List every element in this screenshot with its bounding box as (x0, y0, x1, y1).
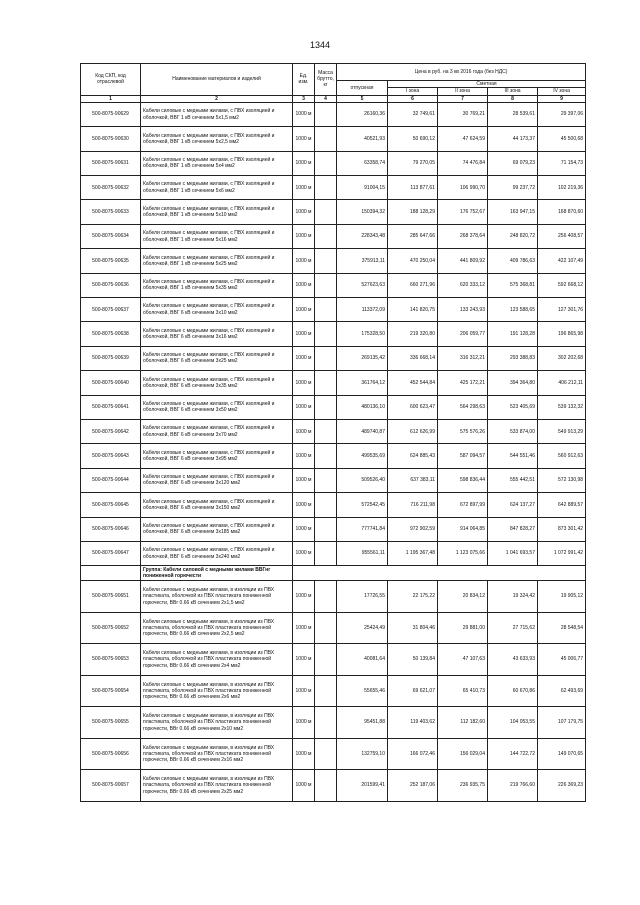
row-release: 375913,11 (337, 249, 388, 273)
row-mass (315, 395, 337, 419)
table-row (81, 298, 586, 322)
header-estimate: Сметная (388, 81, 586, 88)
column-number: 1 (81, 95, 141, 102)
row-release: 499535,69 (337, 444, 388, 468)
table-row (81, 675, 586, 707)
table-row (81, 224, 586, 248)
row-zone-1: 69 621,07 (388, 675, 438, 707)
row-mass (315, 675, 337, 707)
table-row (81, 541, 586, 565)
row-zone-1: 972 902,59 (388, 517, 438, 541)
row-mass (315, 249, 337, 273)
row-zone-4: 19 905,12 (538, 581, 586, 613)
table-header (81, 64, 586, 103)
row-zone-3: 104 053,55 (488, 707, 538, 739)
table-row (81, 273, 586, 297)
row-zone-3: 847 828,27 (488, 517, 538, 541)
table-row (81, 249, 586, 273)
row-zone-1: 141 820,75 (388, 298, 438, 322)
group-label: Группа: Кабели силовой с медными жилами ВВГнг пониженной горючести (141, 566, 293, 581)
row-mass (315, 444, 337, 468)
header-name: Наименование материалов и изделий (141, 64, 293, 96)
row-zone-2: 236 935,75 (438, 770, 488, 802)
row-code: 500-8075-90652 (81, 612, 141, 644)
row-zone-3: 624 137,27 (488, 493, 538, 517)
header-price-title: Цена в руб. на 3 кв 2016 года (без НДС) (337, 64, 586, 81)
row-zone-1: 252 187,06 (388, 770, 438, 802)
row-zone-1: 336 668,14 (388, 346, 438, 370)
row-zone-4: 196 865,98 (538, 322, 586, 346)
table-row (81, 468, 586, 492)
row-name: Кабели силовые с медными жилами, в изоляции из ПВХ пластиката, оболочкой из ПВХ пластиката пониженной горючести, ВВг 0.66 кВ сечением 2х16 мм2 (141, 738, 293, 770)
row-code: 500-8075-90642 (81, 419, 141, 443)
row-zone-4: 127 301,76 (538, 298, 586, 322)
row-zone-3: 28 539,61 (488, 102, 538, 126)
row-name: Кабели силовые с медными жилами, с ПВХ изоляцией и оболочкой, ВВГ 6 кВ сечением 3х120 мм2 (141, 468, 293, 492)
row-name: Кабели силовые с медными жилами, с ПВХ изоляцией и оболочкой, ВВГ 1 кВ сечением 5х10 мм2 (141, 200, 293, 224)
row-mass (315, 176, 337, 200)
row-zone-3: 523 405,69 (488, 395, 538, 419)
row-unit: 1000 м (293, 224, 315, 248)
row-release: 132759,10 (337, 738, 388, 770)
row-release: 777741,84 (337, 517, 388, 541)
row-zone-4: 226 369,23 (538, 770, 586, 802)
row-unit: 1000 м (293, 322, 315, 346)
column-number: 9 (538, 95, 586, 102)
table-row (81, 644, 586, 676)
row-release: 63358,74 (337, 151, 388, 175)
row-zone-3: 293 388,83 (488, 346, 538, 370)
row-zone-4: 539 132,32 (538, 395, 586, 419)
page-number: 1344 (309, 40, 331, 50)
row-zone-2: 575 576,26 (438, 419, 488, 443)
group-row (81, 566, 586, 581)
row-release: 113372,09 (337, 298, 388, 322)
row-zone-2: 106 990,70 (438, 176, 488, 200)
row-name: Кабели силовые с медными жилами, с ПВХ изоляцией и оболочкой, ВВГ 1 кВ сечением 5х35 мм2 (141, 273, 293, 297)
row-release: 175328,50 (337, 322, 388, 346)
row-mass (315, 770, 337, 802)
row-zone-2: 268 378,64 (438, 224, 488, 248)
row-zone-3: 163 947,15 (488, 200, 538, 224)
row-release: 26160,36 (337, 102, 388, 126)
row-zone-3: 144 722,72 (488, 738, 538, 770)
row-unit: 1000 м (293, 707, 315, 739)
row-zone-3: 248 820,72 (488, 224, 538, 248)
row-name: Кабели силовые с медными жилами, с ПВХ изоляцией и оболочкой, ВВГ 6 кВ сечением 3х35 мм2 (141, 371, 293, 395)
row-unit: 1000 м (293, 273, 315, 297)
row-unit: 1000 м (293, 371, 315, 395)
row-unit: 1000 м (293, 675, 315, 707)
row-zone-1: 50 139,84 (388, 644, 438, 676)
row-zone-3: 69 079,23 (488, 151, 538, 175)
row-zone-1: 612 626,99 (388, 419, 438, 443)
row-zone-1: 79 270,05 (388, 151, 438, 175)
row-name: Кабели силовые с медными жилами, с ПВХ изоляцией и оболочкой, ВВГ 6 кВ сечением 3х10 мм2 (141, 298, 293, 322)
row-code: 500-8075-90629 (81, 102, 141, 126)
row-zone-1: 32 749,61 (388, 102, 438, 126)
row-zone-2: 133 243,93 (438, 298, 488, 322)
row-name: Кабели силовые с медными жилами, с ПВХ изоляцией и оболочкой, ВВГ 6 кВ сечением 3х240 мм2 (141, 541, 293, 565)
row-name: Кабели силовые с медными жилами, в изоляции из ПВХ пластиката, оболочкой из ПВХ пластиката пониженной горючести, ВВг 0.66 кВ сечением 2х25 мм2 (141, 770, 293, 802)
row-zone-2: 316 312,21 (438, 346, 488, 370)
table-row (81, 322, 586, 346)
row-zone-4: 549 913,29 (538, 419, 586, 443)
table-row (81, 200, 586, 224)
row-release: 509526,40 (337, 468, 388, 492)
row-zone-3: 575 368,81 (488, 273, 538, 297)
row-release: 40081,64 (337, 644, 388, 676)
row-zone-4: 592 668,12 (538, 273, 586, 297)
header-zone-1: I зона (388, 88, 438, 95)
row-code: 500-8075-90635 (81, 249, 141, 273)
row-zone-2: 620 333,12 (438, 273, 488, 297)
row-name: Кабели силовые с медными жилами, с ПВХ изоляцией и оболочкой, ВВГ 6 кВ сечением 3х16 мм2 (141, 322, 293, 346)
row-zone-4: 45 500,68 (538, 127, 586, 151)
price-table (80, 63, 586, 802)
row-code: 500-8075-90630 (81, 127, 141, 151)
row-mass (315, 371, 337, 395)
header-zone-4: IV зона (538, 88, 586, 95)
column-number: 2 (141, 95, 293, 102)
row-zone-1: 1 195 367,48 (388, 541, 438, 565)
row-code: 500-8075-90644 (81, 468, 141, 492)
row-zone-1: 600 623,47 (388, 395, 438, 419)
table-row (81, 371, 586, 395)
row-zone-3: 394 364,80 (488, 371, 538, 395)
row-mass (315, 419, 337, 443)
row-zone-1: 285 647,66 (388, 224, 438, 248)
row-mass (315, 102, 337, 126)
row-code: 500-8075-90645 (81, 493, 141, 517)
row-mass (315, 298, 337, 322)
row-zone-4: 62 493,69 (538, 675, 586, 707)
row-code: 500-8075-90633 (81, 200, 141, 224)
row-name: Кабели силовые с медными жилами, в изоляции из ПВХ пластиката, оболочкой из ПВХ пластиката пониженной горючести, ВВг 0.66 кВ сечением 2х10 мм2 (141, 707, 293, 739)
row-name: Кабели силовые с медными жилами, с ПВХ изоляцией и оболочкой, ВВГ 6 кВ сечением 3х70 мм2 (141, 419, 293, 443)
row-unit: 1000 м (293, 151, 315, 175)
row-zone-4: 873 301,42 (538, 517, 586, 541)
row-zone-1: 22 175,22 (388, 581, 438, 613)
row-zone-4: 45 006,77 (538, 644, 586, 676)
row-name: Кабели силовые с медными жилами, в изоляции из ПВХ пластиката, оболочкой из ПВХ пластиката пониженной горючести, ВВг 0.66 кВ сечением 2х1,5 мм2 (141, 581, 293, 613)
table-row (81, 517, 586, 541)
row-name: Кабели силовые с медными жилами, в изоляции из ПВХ пластиката, оболочкой из ПВХ пластиката пониженной горючести, ВВг 0.66 кВ сечением 2х4 мм2 (141, 644, 293, 676)
row-name: Кабели силовые с медными жилами, в изоляции из ПВХ пластиката, оболочкой из ПВХ пластиката пониженной горючести, ВВг 0.66 кВ сечением 2х6 мм2 (141, 675, 293, 707)
row-zone-2: 112 182,60 (438, 707, 488, 739)
row-release: 572542,45 (337, 493, 388, 517)
row-unit: 1000 м (293, 770, 315, 802)
table-row (81, 395, 586, 419)
row-zone-4: 1 072 991,42 (538, 541, 586, 565)
row-zone-3: 533 874,00 (488, 419, 538, 443)
row-release: 489740,87 (337, 419, 388, 443)
row-zone-2: 176 752,67 (438, 200, 488, 224)
row-release: 91004,15 (337, 176, 388, 200)
table-row (81, 151, 586, 175)
row-release: 201599,41 (337, 770, 388, 802)
row-mass (315, 612, 337, 644)
row-mass (315, 468, 337, 492)
row-mass (315, 644, 337, 676)
row-zone-3: 60 670,86 (488, 675, 538, 707)
row-zone-1: 470 250,04 (388, 249, 438, 273)
row-release: 480136,10 (337, 395, 388, 419)
row-mass (315, 224, 337, 248)
row-zone-1: 219 320,80 (388, 322, 438, 346)
row-mass (315, 346, 337, 370)
row-zone-3: 27 715,62 (488, 612, 538, 644)
table-row (81, 176, 586, 200)
row-zone-4: 29 397,06 (538, 102, 586, 126)
row-zone-2: 20 834,12 (438, 581, 488, 613)
row-zone-4: 560 912,63 (538, 444, 586, 468)
row-release: 527623,63 (337, 273, 388, 297)
row-code: 500-8075-90634 (81, 224, 141, 248)
row-zone-4: 71 154,73 (538, 151, 586, 175)
table-row (81, 102, 586, 126)
row-name: Кабели силовые с медными жилами, с ПВХ изоляцией и оболочкой, ВВГ 6 кВ сечением 3х185 мм2 (141, 517, 293, 541)
row-zone-3: 44 173,37 (488, 127, 538, 151)
row-unit: 1000 м (293, 176, 315, 200)
row-zone-1: 188 128,29 (388, 200, 438, 224)
row-name: Кабели силовые с медными жилами, с ПВХ изоляцией и оболочкой, ВВГ 1 кВ сечением 5х25 мм2 (141, 249, 293, 273)
header-zone-3: III зона (488, 88, 538, 95)
row-unit: 1000 м (293, 644, 315, 676)
column-number: 4 (315, 95, 337, 102)
row-zone-1: 637 383,11 (388, 468, 438, 492)
row-zone-2: 47 107,63 (438, 644, 488, 676)
row-zone-4: 642 889,57 (538, 493, 586, 517)
row-name: Кабели силовые с медными жилами, с ПВХ изоляцией и оболочкой, ВВГ 1 кВ сечением 5х6 мм2 (141, 176, 293, 200)
row-zone-2: 564 298,63 (438, 395, 488, 419)
row-code: 500-8075-90638 (81, 322, 141, 346)
row-unit: 1000 м (293, 738, 315, 770)
row-code: 500-8075-90637 (81, 298, 141, 322)
row-zone-2: 156 029,04 (438, 738, 488, 770)
column-number: 5 (337, 95, 388, 102)
row-name: Кабели силовые с медными жилами, с ПВХ изоляцией и оболочкой, ВВГ 1 кВ сечением 5х16 мм2 (141, 224, 293, 248)
row-name: Кабели силовые с медными жилами, с ПВХ изоляцией и оболочкой, ВВГ 1 кВ сечением 5х1,5 мм2 (141, 102, 293, 126)
row-unit: 1000 м (293, 541, 315, 565)
row-release: 228343,48 (337, 224, 388, 248)
row-zone-2: 672 897,99 (438, 493, 488, 517)
row-unit: 1000 м (293, 612, 315, 644)
row-code: 500-8075-90643 (81, 444, 141, 468)
table-row (81, 127, 586, 151)
table-row (81, 612, 586, 644)
row-zone-4: 102 219,36 (538, 176, 586, 200)
row-name: Кабели силовые с медными жилами, в изоляции из ПВХ пластиката, оболочкой из ПВХ пластиката пониженной горючести, ВВг 0.66 кВ сечением 2х2,5 мм2 (141, 612, 293, 644)
column-number: 7 (438, 95, 488, 102)
row-zone-4: 28 548,54 (538, 612, 586, 644)
column-number: 8 (488, 95, 538, 102)
group-empty-cell (293, 566, 586, 581)
row-release: 150394,32 (337, 200, 388, 224)
row-zone-1: 660 271,96 (388, 273, 438, 297)
row-mass (315, 151, 337, 175)
row-zone-3: 555 442,51 (488, 468, 538, 492)
header-release: отпускная (337, 81, 388, 96)
table-row (81, 346, 586, 370)
row-release: 361764,12 (337, 371, 388, 395)
row-name: Кабели силовые с медными жилами, с ПВХ изоляцией и оболочкой, ВВГ 6 кВ сечением 3х95 мм2 (141, 444, 293, 468)
row-release: 95451,88 (337, 707, 388, 739)
row-mass (315, 493, 337, 517)
row-name: Кабели силовые с медными жилами, с ПВХ изоляцией и оболочкой, ВВГ 1 кВ сечением 5х4 мм2 (141, 151, 293, 175)
table-row (81, 707, 586, 739)
row-zone-3: 1 041 693,57 (488, 541, 538, 565)
row-mass (315, 127, 337, 151)
row-unit: 1000 м (293, 127, 315, 151)
row-zone-2: 29 881,00 (438, 612, 488, 644)
row-unit: 1000 м (293, 444, 315, 468)
table-row (81, 581, 586, 613)
row-code: 500-8075-90632 (81, 176, 141, 200)
group-code-cell (81, 566, 141, 581)
row-mass (315, 322, 337, 346)
row-release: 25424,49 (337, 612, 388, 644)
table-row (81, 444, 586, 468)
row-unit: 1000 м (293, 298, 315, 322)
row-name: Кабели силовые с медными жилами, с ПВХ изоляцией и оболочкой, ВВГ 6 кВ сечением 3х25 мм2 (141, 346, 293, 370)
table-row (81, 419, 586, 443)
row-zone-4: 572 130,98 (538, 468, 586, 492)
row-unit: 1000 м (293, 493, 315, 517)
row-zone-2: 1 123 075,66 (438, 541, 488, 565)
row-zone-3: 191 128,28 (488, 322, 538, 346)
row-zone-4: 422 107,49 (538, 249, 586, 273)
row-unit: 1000 м (293, 517, 315, 541)
row-unit: 1000 м (293, 395, 315, 419)
row-zone-1: 31 804,46 (388, 612, 438, 644)
row-code: 500-8075-90651 (81, 581, 141, 613)
row-name: Кабели силовые с медными жилами, с ПВХ изоляцией и оболочкой, ВВГ 1 кВ сечением 5х2,5 мм2 (141, 127, 293, 151)
row-code: 500-8075-90647 (81, 541, 141, 565)
table-body (81, 102, 586, 801)
row-unit: 1000 м (293, 468, 315, 492)
row-zone-1: 50 690,12 (388, 127, 438, 151)
column-number-row (81, 95, 586, 102)
row-code: 500-8075-90654 (81, 675, 141, 707)
row-mass (315, 517, 337, 541)
table-row (81, 493, 586, 517)
header-code: Код СКП, код отраслевой (81, 64, 141, 96)
row-mass (315, 273, 337, 297)
row-code: 500-8075-90636 (81, 273, 141, 297)
row-zone-4: 149 070,65 (538, 738, 586, 770)
table-row (81, 770, 586, 802)
row-zone-2: 65 410,73 (438, 675, 488, 707)
row-release: 269135,42 (337, 346, 388, 370)
row-release: 40521,93 (337, 127, 388, 151)
column-number: 6 (388, 95, 438, 102)
row-zone-3: 219 766,60 (488, 770, 538, 802)
row-code: 500-8075-90641 (81, 395, 141, 419)
row-zone-3: 19 324,42 (488, 581, 538, 613)
row-unit: 1000 м (293, 419, 315, 443)
row-release: 55655,46 (337, 675, 388, 707)
row-zone-2: 425 172,21 (438, 371, 488, 395)
row-zone-1: 716 211,98 (388, 493, 438, 517)
row-zone-2: 914 064,85 (438, 517, 488, 541)
row-zone-3: 409 786,63 (488, 249, 538, 273)
row-name: Кабели силовые с медными жилами, с ПВХ изоляцией и оболочкой, ВВГ 6 кВ сечением 3х150 мм2 (141, 493, 293, 517)
row-zone-2: 587 094,57 (438, 444, 488, 468)
row-zone-4: 168 870,60 (538, 200, 586, 224)
row-code: 500-8075-90656 (81, 738, 141, 770)
row-code: 500-8075-90640 (81, 371, 141, 395)
row-unit: 1000 м (293, 346, 315, 370)
row-zone-4: 302 202,68 (538, 346, 586, 370)
row-code: 500-8075-90653 (81, 644, 141, 676)
row-zone-4: 406 212,11 (538, 371, 586, 395)
row-zone-1: 452 544,84 (388, 371, 438, 395)
row-zone-3: 123 588,65 (488, 298, 538, 322)
row-zone-1: 119 403,62 (388, 707, 438, 739)
row-zone-2: 206 059,77 (438, 322, 488, 346)
row-zone-3: 99 237,72 (488, 176, 538, 200)
row-mass (315, 707, 337, 739)
row-code: 500-8075-90631 (81, 151, 141, 175)
header-unit: Ед. изм. (293, 64, 315, 96)
row-mass (315, 738, 337, 770)
row-unit: 1000 м (293, 581, 315, 613)
row-zone-2: 598 836,44 (438, 468, 488, 492)
row-code: 500-8075-90639 (81, 346, 141, 370)
row-code: 500-8075-90657 (81, 770, 141, 802)
row-release: 17726,55 (337, 581, 388, 613)
row-zone-3: 43 633,93 (488, 644, 538, 676)
row-zone-2: 30 769,21 (438, 102, 488, 126)
row-code: 500-8075-90646 (81, 517, 141, 541)
row-zone-1: 113 877,61 (388, 176, 438, 200)
row-zone-3: 544 551,46 (488, 444, 538, 468)
table-row (81, 738, 586, 770)
row-zone-2: 441 809,92 (438, 249, 488, 273)
row-zone-2: 74 476,84 (438, 151, 488, 175)
row-unit: 1000 м (293, 249, 315, 273)
row-zone-2: 47 624,59 (438, 127, 488, 151)
row-mass (315, 581, 337, 613)
row-unit: 1000 м (293, 102, 315, 126)
row-zone-1: 624 885,43 (388, 444, 438, 468)
row-zone-1: 166 072,46 (388, 738, 438, 770)
column-number: 3 (293, 95, 315, 102)
row-code: 500-8075-90655 (81, 707, 141, 739)
row-mass (315, 541, 337, 565)
row-name: Кабели силовые с медными жилами, с ПВХ изоляцией и оболочкой, ВВГ 6 кВ сечением 3х50 мм2 (141, 395, 293, 419)
row-mass (315, 200, 337, 224)
header-zone-2: II зона (438, 88, 488, 95)
row-unit: 1000 м (293, 200, 315, 224)
row-zone-4: 256 408,57 (538, 224, 586, 248)
header-mass: Масса брутто, кг (315, 64, 337, 96)
row-zone-4: 107 179,75 (538, 707, 586, 739)
row-release: 955561,11 (337, 541, 388, 565)
